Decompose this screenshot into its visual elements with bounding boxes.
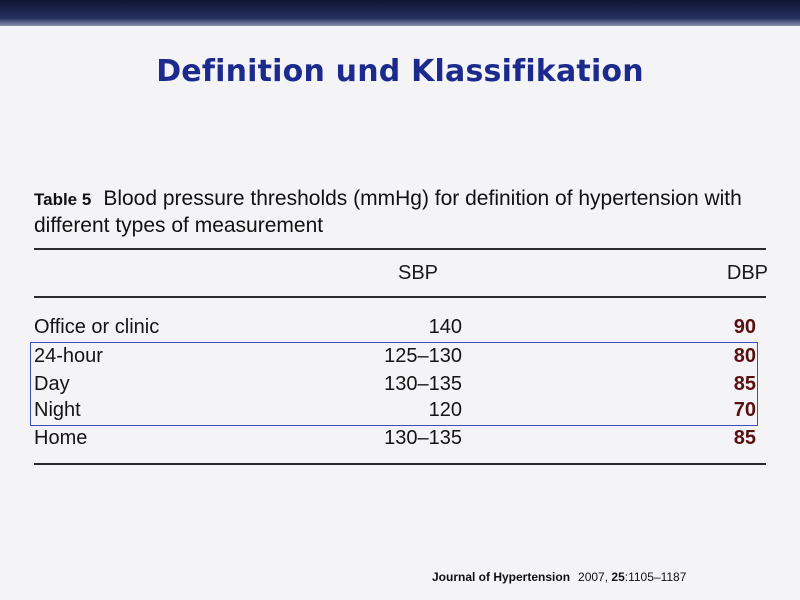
measurement-type-cell: Home: [34, 427, 88, 449]
journal-citation: [432, 570, 772, 584]
citation-pages: :1105–1187: [624, 570, 687, 584]
table-label: Table 5: [34, 190, 92, 209]
table-bottom-rule: [34, 463, 766, 465]
table-row: [34, 316, 766, 342]
citation-year: 2007,: [578, 570, 609, 584]
table-caption: [34, 186, 754, 239]
citation-volume: 25: [611, 570, 625, 584]
dbp-cell: 80: [733, 345, 756, 367]
measurement-type-cell: 24-hour: [34, 345, 103, 367]
sbp-cell: 120: [428, 399, 462, 421]
sbp-cell: 125–130: [384, 345, 462, 367]
sbp-cell: 140: [428, 316, 462, 338]
sbp-cell: 130–135: [384, 373, 462, 395]
slide-title: Definition und Klassifikation: [156, 54, 644, 89]
dbp-cell: 85: [733, 373, 756, 395]
measurement-type-cell: Day: [34, 373, 70, 395]
slide-top-band: [0, 0, 800, 26]
column-header-dbp: DBP: [726, 262, 768, 284]
measurement-type-cell: Night: [34, 399, 81, 421]
table-caption-text: Blood pressure thresholds (mmHg) for definition of hypertension with different types of measurement: [34, 187, 742, 237]
citation-journal: Journal of Hypertension: [432, 570, 571, 584]
table-top-rule: [34, 248, 766, 250]
sbp-cell: 130–135: [384, 427, 462, 449]
column-header-sbp: SBP: [397, 262, 439, 284]
dbp-cell: 70: [733, 399, 756, 421]
dbp-cell: 85: [733, 427, 756, 449]
ambulatory-highlight-box: [30, 342, 758, 426]
table-header-rule: [34, 296, 766, 298]
dbp-cell: 90: [733, 316, 756, 338]
table-row: [34, 427, 766, 453]
measurement-type-cell: Office or clinic: [34, 316, 160, 338]
